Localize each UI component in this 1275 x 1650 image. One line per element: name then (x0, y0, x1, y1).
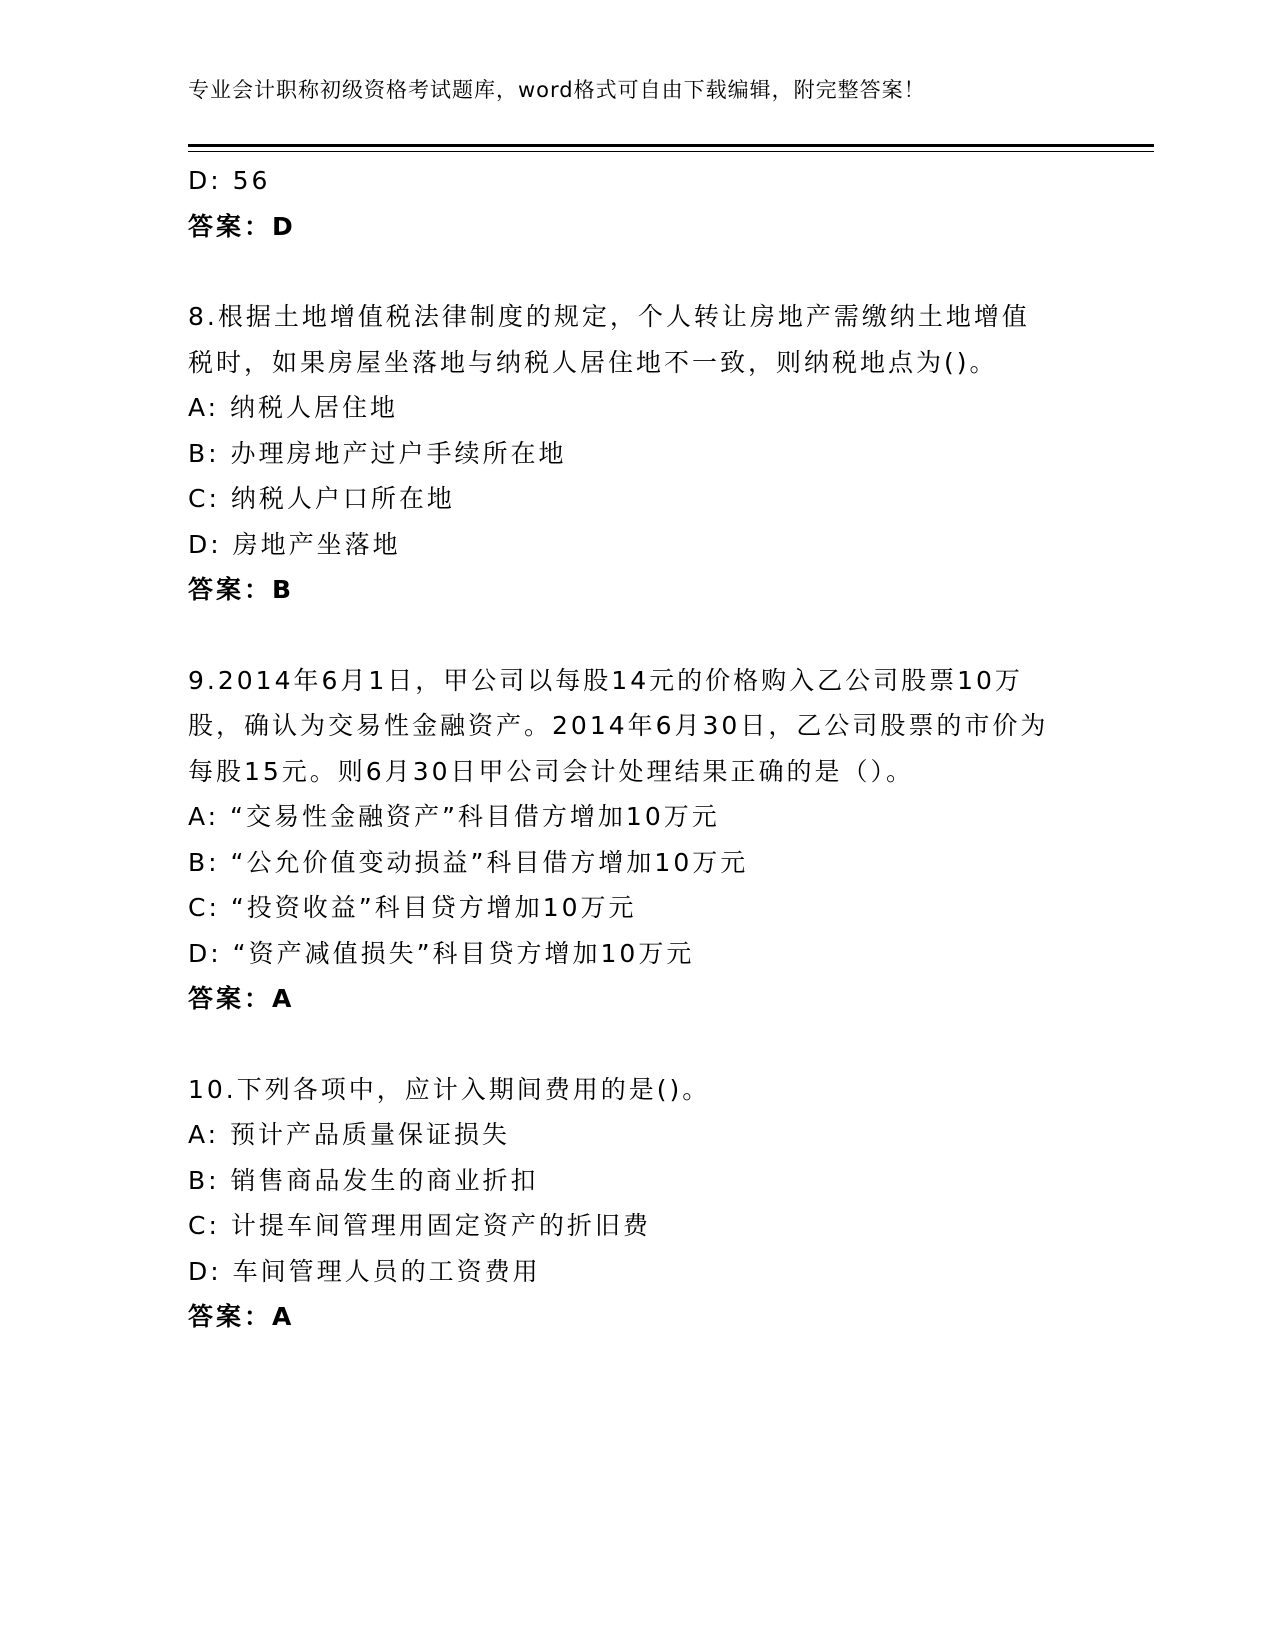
option-line: B: 销售商品发生的商业折扣 (188, 1165, 539, 1195)
answer-line: 答案：A (188, 1302, 295, 1331)
question-text-line: 每股15元。则6月30日甲公司会计处理结果正确的是（）。 (188, 756, 915, 786)
option-line: D: 房地产坐落地 (188, 529, 401, 559)
block-gap (188, 613, 1088, 658)
option-line: D: “资产减值损失”科目贷方增加10万元 (188, 938, 695, 968)
header-rule-thick (188, 144, 1154, 147)
question-text-line: 股，确认为交易性金融资产。2014年6月30日，乙公司股票的市价为 (188, 711, 1049, 740)
question-text-line: 10.下列各项中，应计入期间费用的是()。 (188, 1074, 711, 1104)
option-line: B: 办理房地产过户手续所在地 (188, 438, 567, 468)
option-line: C: 计提车间管理用固定资产的折旧费 (188, 1211, 651, 1240)
question-text-line: 税时，如果房屋坐落地与纳税人居住地不一致，则纳税地点为()。 (188, 347, 998, 377)
block-gap (188, 249, 1088, 294)
option-line: B: “公允价值变动损益”科目借方增加10万元 (188, 847, 749, 877)
option-line: A: 纳税人居住地 (188, 393, 399, 422)
page-header: 专业会计职称初级资格考试题库，word格式可自由下载编辑，附完整答案！ (188, 78, 926, 102)
answer-line: 答案：A (188, 984, 295, 1013)
question-content (188, 158, 1088, 1340)
option-line: D: 车间管理人员的工资费用 (188, 1256, 541, 1286)
question-text-line: 9.2014年6月1日，甲公司以每股14元的价格购入乙公司股票10万 (188, 665, 1023, 695)
option-line: A: 预计产品质量保证损失 (188, 1120, 511, 1149)
answer-line: 答案：B (188, 575, 295, 604)
answer-line: 答案：D (188, 211, 296, 241)
option-line: D: 56 (188, 166, 271, 195)
header-rule-thin (188, 151, 1154, 152)
option-line: C: 纳税人户口所在地 (188, 484, 455, 513)
option-line: A: “交易性金融资产”科目借方增加10万元 (188, 802, 720, 831)
block-gap (188, 1022, 1088, 1067)
option-line: C: “投资收益”科目贷方增加10万元 (188, 893, 637, 922)
question-text-line: 8.根据土地增值税法律制度的规定，个人转让房地产需缴纳土地增值 (188, 302, 1030, 331)
